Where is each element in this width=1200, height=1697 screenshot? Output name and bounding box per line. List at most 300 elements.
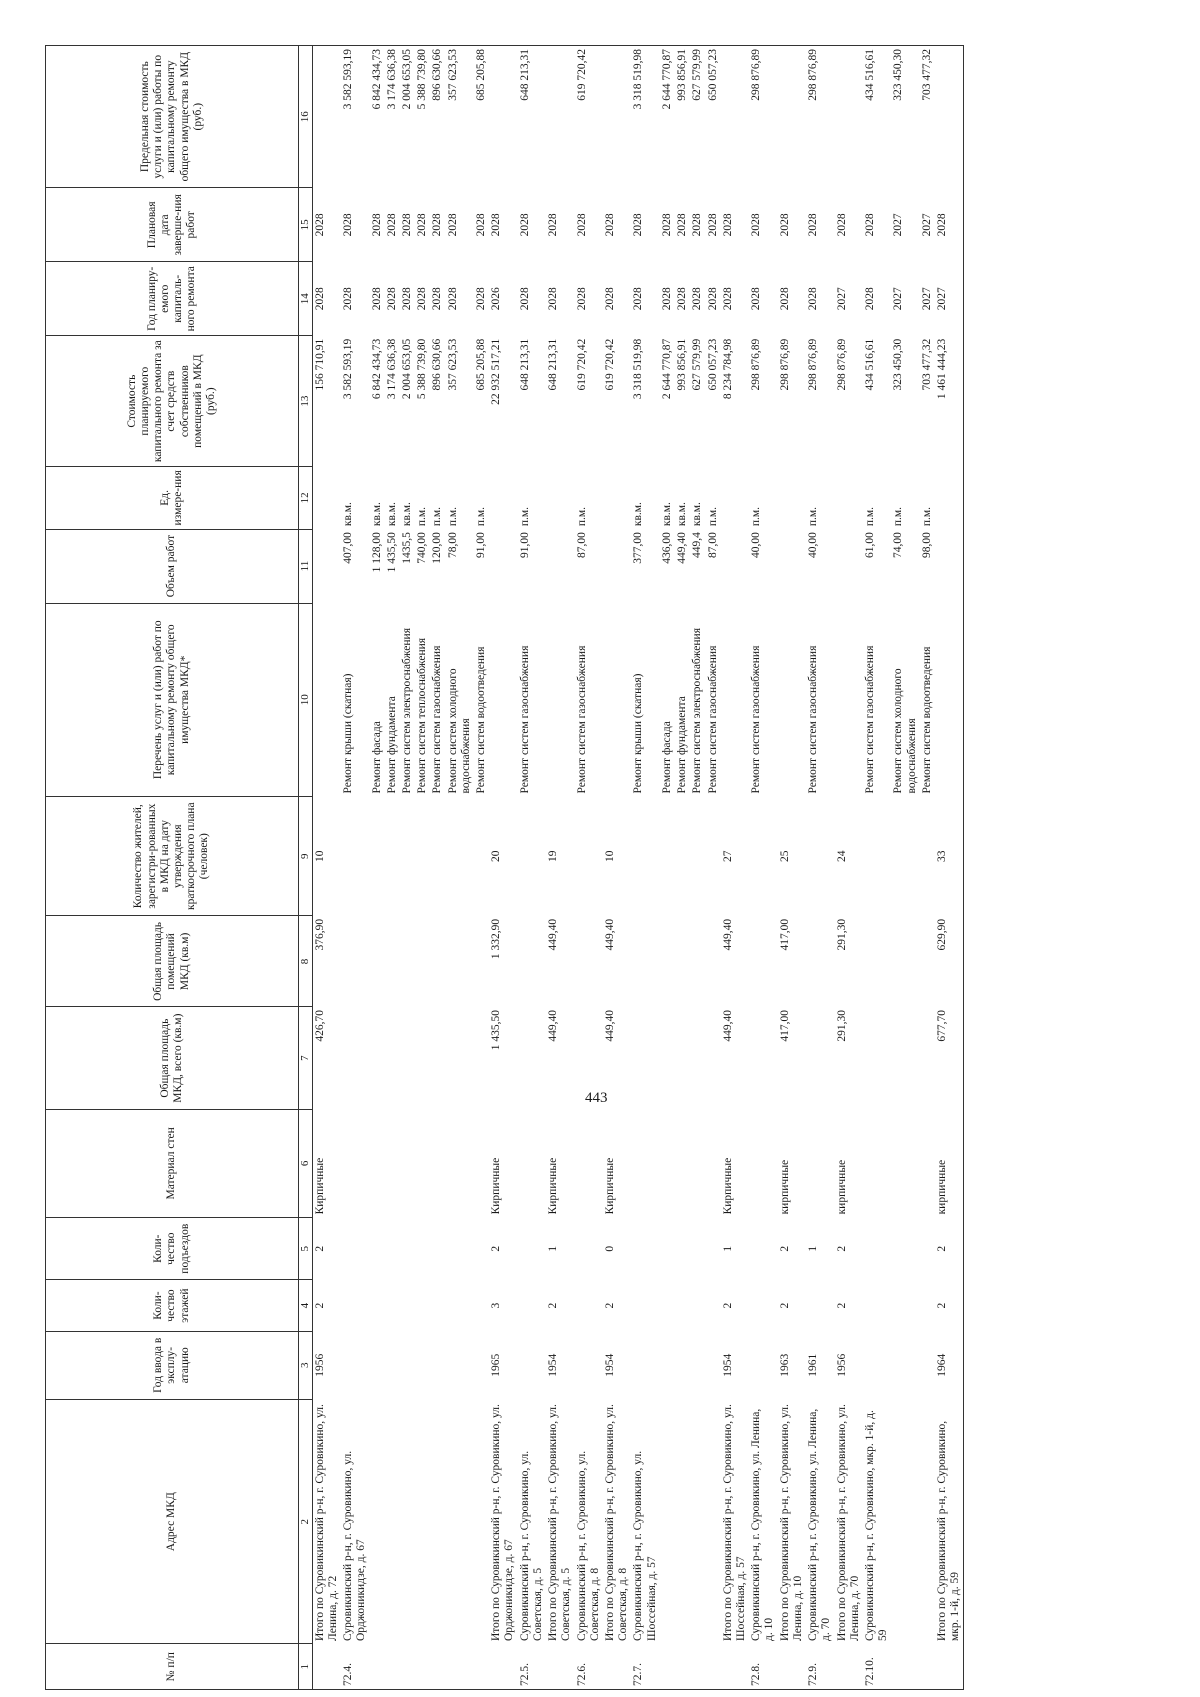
table-cell: 6 842 434,73 <box>370 338 383 400</box>
table-cell: 1956 <box>313 1353 326 1377</box>
table-cell <box>430 1007 445 1109</box>
table-cell <box>430 1280 445 1331</box>
table-cell <box>385 1007 400 1109</box>
table-cell <box>415 796 430 915</box>
table-cell: 72.10. <box>863 1644 891 1690</box>
table-cell <box>415 1007 430 1109</box>
table-cell <box>863 796 891 915</box>
table-cell: Ремонт систем водоотведения <box>475 646 488 794</box>
table-cell: 2 <box>835 1245 848 1252</box>
table-cell: 2028 <box>475 287 488 311</box>
table-cell <box>706 1331 721 1399</box>
table-cell <box>631 1280 659 1331</box>
table-cell <box>312 529 341 603</box>
table-cell <box>920 1644 935 1690</box>
table-row <box>446 46 474 1690</box>
table-row <box>935 46 964 1690</box>
table-cell: 629,90 <box>935 916 964 1007</box>
table-cell: 2 <box>490 1245 503 1252</box>
table-cell <box>430 1331 445 1399</box>
table-cell <box>474 1280 489 1331</box>
table-cell <box>474 1217 489 1280</box>
table-cell: кв.м. <box>342 502 355 527</box>
table-cell <box>430 916 445 1007</box>
table-cell <box>446 796 474 915</box>
table-cell <box>518 1331 546 1399</box>
table-cell: 2028 <box>475 213 488 237</box>
table-cell: 1964 <box>935 1331 964 1399</box>
table-cell: 2028 <box>400 213 413 237</box>
table-cell <box>778 1644 806 1690</box>
table-cell <box>415 916 430 1007</box>
column-number: 16 <box>299 46 313 188</box>
table-cell <box>935 46 964 188</box>
table-cell: 2028 <box>778 287 791 311</box>
table-cell: 2028 <box>431 213 444 237</box>
table-cell <box>385 1280 400 1331</box>
table-cell: 627 579,99 <box>690 46 705 188</box>
table-cell: 291,30 <box>835 1009 848 1042</box>
column-number: 15 <box>299 188 313 262</box>
table-cell: Ремонт систем газоснабжения <box>575 645 588 794</box>
table-cell <box>341 1217 369 1280</box>
table-cell: 2028 <box>676 287 689 311</box>
table-row <box>312 46 341 1690</box>
table-cell: Суровикинский р-н, г. Суровикино, ул. Ленина, д. 10 <box>750 1408 776 1641</box>
table-cell <box>835 1644 863 1690</box>
column-number: 6 <box>299 1109 313 1217</box>
table-cell <box>675 1109 690 1217</box>
table-cell: Ремонт фундамента <box>385 696 398 794</box>
table-cell: п.м. <box>863 506 876 527</box>
table-cell: кв.м. <box>400 502 413 527</box>
table-cell: 25 <box>778 850 791 862</box>
column-header-12: Ед. измере-ния <box>46 467 299 530</box>
table-cell: 2028 <box>313 287 326 311</box>
table-cell <box>675 796 690 915</box>
table-cell: 3 <box>490 1302 503 1309</box>
table-cell: 22 932 517,21 <box>490 338 503 405</box>
table-cell <box>631 1109 659 1217</box>
table-cell: 449,40 <box>676 532 689 564</box>
table-cell <box>518 796 546 915</box>
table-cell <box>385 1399 400 1644</box>
table-cell <box>690 1109 705 1217</box>
table-cell: 2028 <box>706 287 719 311</box>
table-cell: 2028 <box>604 213 617 237</box>
table-cell: Итого по Суровикинский р-н, г. Суровикино, ул. Ленина, д. 72 <box>313 1404 339 1641</box>
table-cell: 2028 <box>342 287 355 311</box>
table-row <box>474 46 489 1690</box>
page-number: 443 <box>585 1090 608 1106</box>
table-cell: 91,00 <box>475 532 488 558</box>
table-cell: Ремонт систем газоснабжения <box>863 645 876 794</box>
table-cell: 3 582 593,19 <box>341 46 369 188</box>
table-cell: п.м. <box>920 506 933 527</box>
table-cell: Суровикинский р-н, г. Суровикино, ул. Шоссейная, д. 57 <box>632 1450 658 1641</box>
table-cell: 2028 <box>835 213 848 237</box>
table-cell: 449,40 <box>547 918 560 951</box>
table-cell <box>446 1280 474 1331</box>
column-number: 10 <box>299 603 313 796</box>
table-cell: 407,00 <box>342 532 355 564</box>
table-cell: Кирпичные <box>313 1157 326 1215</box>
column-number: 11 <box>299 529 313 603</box>
table-cell: 993 856,91 <box>676 338 689 391</box>
column-header-11: Объем работ <box>46 529 299 603</box>
table-cell: 376,90 <box>313 918 326 951</box>
table-cell: 87,00 <box>575 532 588 558</box>
column-number: 4 <box>299 1280 313 1331</box>
table-row <box>891 46 919 1690</box>
table-cell: 2028 <box>604 287 617 311</box>
table-cell: Суровикинский р-н, г. Суровикино, ул. Ленина, д. 70 <box>807 1408 833 1641</box>
table-cell: 2027 <box>892 213 905 237</box>
table-cell: кв.м. <box>660 502 673 527</box>
table-cell: 2028 <box>575 287 588 311</box>
table-cell <box>546 603 574 796</box>
table-cell <box>575 1007 603 1109</box>
table-cell <box>518 1280 546 1331</box>
table-cell <box>749 916 777 1007</box>
table-cell: 78,00 <box>446 532 459 558</box>
column-header-6: Материал стен <box>46 1109 299 1217</box>
table-cell: 648 213,31 <box>518 46 546 188</box>
table-cell: 0 <box>604 1245 617 1252</box>
table-cell <box>721 46 749 188</box>
table-cell <box>631 1331 659 1399</box>
table-cell <box>891 1331 919 1399</box>
table-cell <box>430 1644 445 1690</box>
table-cell: 2028 <box>778 213 791 237</box>
table-cell <box>518 916 546 1007</box>
table-cell: 10 <box>313 850 326 862</box>
table-cell <box>446 1109 474 1217</box>
table-cell: 3 318 519,98 <box>632 338 645 400</box>
table-cell <box>749 1217 777 1280</box>
table-cell <box>575 1109 603 1217</box>
table-cell <box>749 1331 777 1399</box>
table-cell <box>575 1280 603 1331</box>
table-cell <box>863 1280 891 1331</box>
column-number: 7 <box>299 1007 313 1109</box>
table-cell <box>935 603 964 796</box>
table-cell: п.м. <box>807 506 820 527</box>
table-cell <box>575 916 603 1007</box>
table-cell <box>835 603 863 796</box>
table-cell <box>575 1331 603 1399</box>
table-cell: 2028 <box>370 287 383 311</box>
table-cell: 434 516,61 <box>863 338 876 391</box>
table-cell <box>721 467 749 530</box>
table-cell: 619 720,42 <box>575 338 588 391</box>
table-cell: 619 720,42 <box>604 338 617 391</box>
table-cell: 3 582 593,19 <box>342 338 355 400</box>
table-cell <box>546 46 574 188</box>
table-cell: п.м. <box>706 506 719 527</box>
table-cell: 1 <box>547 1245 560 1252</box>
table-cell: 323 450,30 <box>892 338 905 391</box>
table-cell: 6 842 434,73 <box>370 46 385 188</box>
table-cell: 72.6. <box>575 1644 603 1690</box>
table-cell <box>631 916 659 1007</box>
table-cell <box>891 1217 919 1280</box>
table-cell <box>474 1109 489 1217</box>
table-cell: 2028 <box>807 213 820 237</box>
table-cell <box>778 603 806 796</box>
table-cell: 426,70 <box>313 1009 326 1042</box>
table-cell: 2028 <box>632 213 645 237</box>
table-cell: 2028 <box>518 287 531 311</box>
table-cell <box>806 1007 834 1109</box>
table-cell <box>706 1007 721 1109</box>
column-header-9: Количество жителей, зарегистри-рованных в МКД на дату утверждения краткосрочного плана (человек) <box>46 796 299 915</box>
table-cell <box>341 1331 369 1399</box>
table-cell: 2028 <box>370 213 383 237</box>
table-cell: 2028 <box>863 287 876 311</box>
table-cell <box>415 1399 430 1644</box>
table-cell: Кирпичные <box>490 1157 503 1215</box>
table-cell <box>631 796 659 915</box>
table-cell: Ремонт систем газоснабжения <box>750 645 763 794</box>
table-cell <box>546 1644 574 1690</box>
table-cell: Итого по Суровикинский р-н, г. Суровикино, ул. Орджоникидзе, д. 67 <box>490 1404 516 1641</box>
table-row <box>489 46 517 1690</box>
table-cell <box>341 916 369 1007</box>
table-cell <box>518 1109 546 1217</box>
column-number: 12 <box>299 467 313 530</box>
table-cell: 2028 <box>660 213 673 237</box>
table-cell: 298 876,89 <box>807 338 820 391</box>
table-cell <box>749 1109 777 1217</box>
table-cell: кирпичные <box>935 1109 964 1217</box>
table-cell: п.м. <box>431 506 444 527</box>
table-row <box>721 46 749 1690</box>
table-cell <box>546 467 574 530</box>
table-cell <box>446 1331 474 1399</box>
table-cell: 10 <box>604 850 617 862</box>
table-cell: Ремонт фасада <box>370 721 383 794</box>
table-cell: Итого по Суровикинский р-н, г. Суровикино, ул. Шоссейная, д. 57 <box>721 1404 747 1641</box>
table-cell: 2028 <box>385 213 398 237</box>
table-cell: 5 388 739,80 <box>416 338 429 400</box>
table-cell <box>891 916 919 1007</box>
table-cell <box>400 1399 415 1644</box>
table-cell: 2028 <box>446 287 459 311</box>
table-cell: 993 856,91 <box>675 46 690 188</box>
table-cell <box>749 796 777 915</box>
table-cell <box>341 796 369 915</box>
table-cell: 61,00 <box>863 532 876 558</box>
table-cell: 449,40 <box>721 918 734 951</box>
table-cell: 2028 <box>400 287 413 311</box>
table-cell <box>400 1644 415 1690</box>
table-cell: 40,00 <box>750 532 763 558</box>
table-cell: 2 <box>604 1302 617 1309</box>
table-cell <box>446 1399 474 1644</box>
table-cell <box>489 46 517 188</box>
table-cell: 2 644 770,87 <box>660 338 673 400</box>
table-cell: 650 057,23 <box>706 338 719 391</box>
table-cell <box>370 1280 385 1331</box>
table-cell: 650 057,23 <box>706 46 721 188</box>
table-cell: 3 174 636,38 <box>385 338 398 400</box>
table-cell: 323 450,30 <box>891 46 919 188</box>
table-cell <box>341 1007 369 1109</box>
table-cell <box>474 1644 489 1690</box>
table-cell: 2 004 653,05 <box>400 46 415 188</box>
table-cell: 685 205,88 <box>475 338 488 391</box>
table-cell: 1954 <box>604 1353 617 1377</box>
table-cell <box>891 796 919 915</box>
capital-repair-table <box>45 45 964 1690</box>
table-cell: Ремонт фасада <box>660 721 673 794</box>
table-cell <box>603 603 631 796</box>
table-cell <box>370 1007 385 1109</box>
table-cell: Суровикинский р-н, г. Суровикино, мкр. 1-й, д. 59 <box>863 1410 890 1641</box>
table-cell: 2028 <box>935 188 964 262</box>
table-cell <box>690 1217 705 1280</box>
table-cell: Суровикинский р-н, г. Суровикино, ул. Советская, д. 8 <box>575 1450 601 1641</box>
table-cell <box>806 916 834 1007</box>
table-cell <box>400 1007 415 1109</box>
table-cell: 2028 <box>342 213 355 237</box>
table-cell: 449,40 <box>721 1009 734 1042</box>
table-cell <box>690 1280 705 1331</box>
table-cell: Ремонт систем газоснабжения <box>706 645 719 794</box>
table-cell: Ремонт систем водоотведения <box>920 646 933 794</box>
table-cell: 648 213,31 <box>518 338 531 391</box>
table-cell: Ремонт систем электроснабжения <box>691 628 704 794</box>
table-cell: 91,00 <box>518 532 531 558</box>
table-cell: 2028 <box>807 287 820 311</box>
column-number: 13 <box>299 336 313 467</box>
table-cell: кв.м. <box>676 502 689 527</box>
table-row <box>518 46 546 1690</box>
table-cell: 20 <box>490 850 503 862</box>
table-row <box>341 46 369 1690</box>
table-cell: 2027 <box>935 262 964 336</box>
table-cell <box>370 1331 385 1399</box>
table-cell <box>675 916 690 1007</box>
table-cell <box>400 916 415 1007</box>
table-cell: п.м. <box>518 506 531 527</box>
table-cell <box>920 796 935 915</box>
table-cell <box>312 46 341 188</box>
table-cell <box>920 1109 935 1217</box>
table-cell: 2 644 770,87 <box>660 46 675 188</box>
table-cell: 2028 <box>691 287 704 311</box>
table-cell: 2 <box>313 1245 326 1252</box>
table-cell: 449,40 <box>547 1009 560 1042</box>
table-cell: кирпичные <box>835 1159 848 1215</box>
table-cell <box>806 1280 834 1331</box>
table-cell <box>675 1331 690 1399</box>
table-cell: 357 623,53 <box>446 46 474 188</box>
table-cell: 2 <box>778 1302 791 1309</box>
table-row <box>706 46 721 1690</box>
table-cell: 2027 <box>920 213 933 237</box>
table-cell: Суровикинский р-н, г. Суровикино, ул. Орджоникидзе, д. 67 <box>342 1450 368 1641</box>
table-cell: 2028 <box>676 213 689 237</box>
table-row <box>430 46 445 1690</box>
table-cell: 33 <box>935 796 964 915</box>
table-cell <box>660 1331 675 1399</box>
table-cell <box>675 1007 690 1109</box>
table-cell: 703 477,32 <box>920 338 933 391</box>
table-cell <box>430 1217 445 1280</box>
table-cell <box>341 1280 369 1331</box>
table-cell: 1 <box>721 1245 734 1252</box>
table-cell: 2028 <box>385 287 398 311</box>
column-number-row <box>299 46 313 1690</box>
table-cell <box>690 796 705 915</box>
table-cell <box>385 1217 400 1280</box>
table-cell <box>863 1007 891 1109</box>
table-cell: 2028 <box>750 287 763 311</box>
table-cell <box>385 1644 400 1690</box>
table-row <box>400 46 415 1690</box>
table-cell: 72.5. <box>518 1644 546 1690</box>
table-cell: 2028 <box>632 287 645 311</box>
table-cell <box>675 1280 690 1331</box>
table-cell <box>370 916 385 1007</box>
table-cell <box>400 1331 415 1399</box>
table-cell: кирпичные <box>778 1159 791 1215</box>
table-cell: Итого по Суровикинский р-н, г. Суровикино, мкр. 1-й, д. 59 <box>935 1399 964 1644</box>
table-cell: 2028 <box>431 287 444 311</box>
table-cell <box>446 916 474 1007</box>
table-cell <box>675 1644 690 1690</box>
table-cell: Суровикинский р-н, г. Суровикино, ул. Советская, д. 5 <box>518 1450 544 1641</box>
table-cell <box>474 1007 489 1109</box>
table-cell: п.м. <box>416 506 429 527</box>
table-row <box>660 46 675 1690</box>
table-cell: п.м. <box>446 506 459 527</box>
table-cell: 3 318 519,98 <box>631 46 659 188</box>
table-cell <box>835 46 863 188</box>
table-cell <box>430 1399 445 1644</box>
table-cell <box>675 1217 690 1280</box>
table-cell <box>706 1217 721 1280</box>
table-cell: 2027 <box>920 287 933 311</box>
table-cell: 1 128,00 <box>370 532 383 573</box>
table-cell <box>370 1217 385 1280</box>
table-cell: 2028 <box>750 213 763 237</box>
table-cell: 72.7. <box>631 1644 659 1690</box>
table-cell <box>660 1399 675 1644</box>
table-cell <box>935 529 964 603</box>
table-cell <box>660 1217 675 1280</box>
header-row <box>46 46 299 1690</box>
table-cell: 72.4. <box>341 1644 369 1690</box>
table-cell <box>385 1331 400 1399</box>
table-cell: 1956 <box>835 1353 848 1377</box>
table-cell: 3 174 636,38 <box>385 46 400 188</box>
table-row <box>675 46 690 1690</box>
table-cell <box>675 1399 690 1644</box>
table-cell <box>446 1007 474 1109</box>
table-cell <box>891 1280 919 1331</box>
table-cell <box>474 796 489 915</box>
table-cell <box>312 467 341 530</box>
table-cell <box>721 529 749 603</box>
table-cell: п.м. <box>750 506 763 527</box>
table-cell <box>660 1644 675 1690</box>
table-cell <box>415 1280 430 1331</box>
table-cell: Кирпичные <box>604 1157 617 1215</box>
table-cell: Кирпичные <box>547 1157 560 1215</box>
